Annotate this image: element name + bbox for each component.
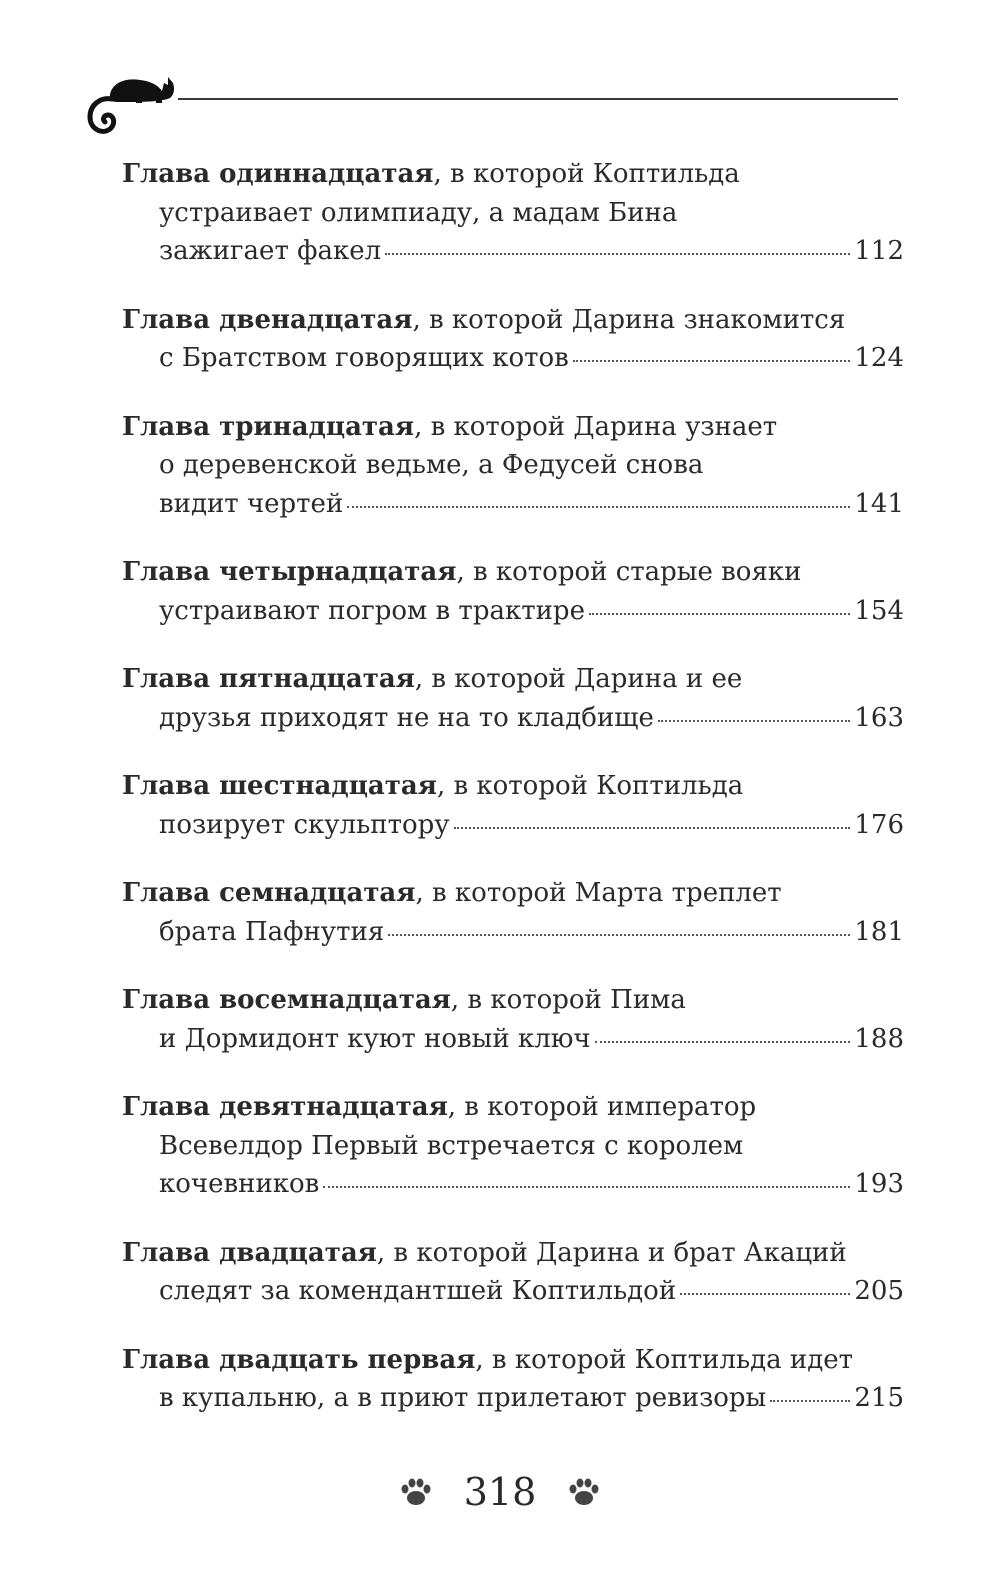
chapter-title: Глава двадцать первая [122,1344,476,1375]
chapter-description: , в которой Коптильда идет [475,1344,854,1375]
chapter-description: , в которой Дарина знакомится [412,304,846,335]
page-number: 215 [854,1383,904,1413]
chapter-description: , в которой Коптильда [436,771,744,801]
cat-silhouette-icon [78,55,178,145]
chapter-description: , в которой Дарина узнает [414,411,778,442]
chapter-description: о деревенской ведьме, а Федусей снова [159,450,704,480]
chapter-description: , в которой Пима [450,985,686,1015]
chapter-title: Глава тринадцатая [122,411,415,442]
page-number: 124 [854,343,904,373]
chapter-description: устраивает олимпиаду, а мадам Бина [159,197,678,228]
toc-entry [122,981,904,1058]
chapter-description: , в которой император [447,1092,757,1122]
chapter-description: с Братством говорящих котов [159,343,569,373]
chapter-description: и Дормидонт куют новый ключ [159,1023,591,1054]
chapter-title: Глава шестнадцатая [122,771,437,801]
chapter-description: зажигает факел [159,236,382,266]
chapter-description: , в которой Марта треплет [415,878,782,908]
table-of-contents [122,155,904,1418]
toc-entry [122,301,904,378]
toc-entry [122,1234,904,1311]
dot-leader [385,253,850,255]
toc-entry [122,155,904,271]
paw-print-icon [567,1476,601,1508]
toc-entry [122,767,904,844]
toc-entry [122,660,904,737]
toc-entry [122,874,904,951]
chapter-title: Глава семнадцатая [122,878,416,908]
page-number: 181 [854,916,904,947]
chapter-title: Глава девятнадцатая [122,1092,448,1122]
chapter-description: , в которой Коптильда [433,159,740,189]
dot-leader [454,827,851,829]
chapter-description: брата Пафнутия [159,916,385,947]
chapter-description: позирует скульптору [159,809,450,840]
page-number: 188 [854,1023,904,1054]
toc-entry [122,1088,904,1204]
dot-leader [680,1293,850,1295]
chapter-title: Глава четырнадцатая [122,557,457,587]
dot-leader [658,720,851,722]
chapter-description: кочевников [159,1169,320,1199]
page-number: 141 [854,488,904,519]
chapter-description: в купальню, а в приют прилетают ревизоры [159,1383,767,1413]
page-number-footer: 318 [463,1470,537,1514]
dot-leader [323,1186,850,1188]
dot-leader [589,613,850,615]
toc-entry [122,553,904,630]
chapter-title: Глава одиннадцатая [122,159,434,189]
toc-entry [122,1341,904,1418]
page-number: 176 [854,809,904,840]
dot-leader [573,360,851,362]
header-ornament [78,55,898,145]
chapter-description: , в которой старые вояки [456,557,802,587]
chapter-description: , в которой Дарина и ее [414,664,743,694]
chapter-description: устраивают погром в трактире [159,595,585,626]
dot-leader [388,934,850,936]
chapter-description: , в которой Дарина и брат Акаций [376,1237,847,1268]
dot-leader [770,1400,850,1402]
chapter-title: Глава двенадцатая [122,304,413,335]
page-number: 193 [854,1169,904,1199]
page-number: 112 [854,236,904,266]
page-number: 154 [854,595,904,626]
paw-print-icon [399,1476,433,1508]
chapter-title: Глава двадцатая [122,1237,377,1268]
chapter-description: Всевелдор Первый встречается с королем [159,1130,744,1161]
toc-entry [122,408,904,524]
chapter-title: Глава восемнадцатая [122,985,451,1015]
chapter-title: Глава пятнадцатая [122,664,415,694]
dot-leader [595,1041,851,1043]
page-number: 163 [854,702,904,733]
chapter-description: следят за комендантшей Коптильдой [159,1276,677,1306]
header-rule [178,98,898,100]
page-footer [0,1470,1000,1514]
dot-leader [347,506,850,508]
chapter-description: друзья приходят не на то кладбище [159,702,654,733]
chapter-description: видит чертей [159,488,344,519]
page-number: 205 [854,1276,904,1306]
